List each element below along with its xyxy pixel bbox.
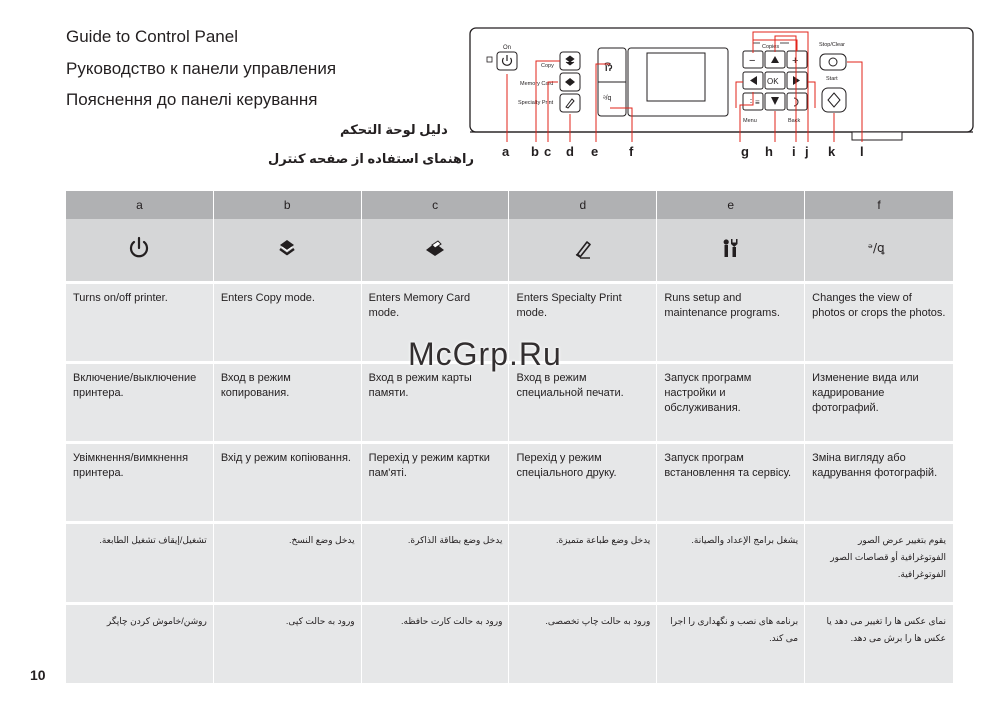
specialty-print-label: Specialty Print xyxy=(518,100,554,106)
cell-uk-c: Перехід у режим картки пам'яті. xyxy=(362,444,510,524)
callout-d: d xyxy=(566,144,574,159)
view-crop-icon xyxy=(864,233,894,263)
cell-en-b: Enters Copy mode. xyxy=(214,284,362,364)
callout-f: f xyxy=(629,144,634,159)
specialty-print-icon xyxy=(568,233,598,263)
copy-label: Copy xyxy=(541,63,554,69)
cell-fa-d: ورود به حالت چاپ تخصصی. xyxy=(509,605,657,683)
page-number: 10 xyxy=(30,667,46,683)
minus-label: − xyxy=(749,55,756,67)
title-fa: راهنمای استفاده از صفحه کنترل xyxy=(268,151,475,166)
callout-b: b xyxy=(531,144,539,159)
control-panel-diagram xyxy=(460,20,980,170)
callout-i: i xyxy=(792,144,796,159)
cell-ru-f: Изменение вида или кадрирование фотографий. xyxy=(805,364,953,444)
watermark: McGrp.Ru xyxy=(408,336,562,372)
start-label: Start xyxy=(826,76,838,82)
copy-icon xyxy=(272,233,302,263)
title-uk: Пояснення до панелі керування xyxy=(66,90,318,109)
column-header-c: c xyxy=(362,191,510,219)
callout-k: k xyxy=(828,144,836,159)
callout-c: c xyxy=(544,144,552,159)
cell-en-c: Enters Memory Card mode. xyxy=(362,284,510,364)
ok-label: OK xyxy=(767,77,779,86)
callout-e: e xyxy=(591,144,599,159)
cell-ru-e: Запуск программ настройки и обслуживания. xyxy=(657,364,805,444)
title-ar: دليل لوحة التحكم xyxy=(340,122,448,137)
title-en: Guide to Control Panel xyxy=(66,27,238,46)
cell-uk-d: Перехід у режим спеціального друку. xyxy=(509,444,657,524)
back-label: Back xyxy=(788,118,801,124)
callout-l: l xyxy=(860,144,864,159)
power-icon xyxy=(124,233,154,263)
table-row-arabic xyxy=(66,524,953,605)
cell-uk-e: Запуск програм встановлення та сервісу. xyxy=(657,444,805,524)
cell-ar-a: تشغيل/إيقاف تشغيل الطابعة. xyxy=(66,524,214,605)
menu-label: Menu xyxy=(743,118,757,124)
cell-fa-b: ورود به حالت کپی. xyxy=(214,605,362,683)
view-crop-icon-text: ᵊ/ꝗ xyxy=(868,240,885,255)
cell-uk-b: Вхід у режим копіювання. xyxy=(214,444,362,524)
callout-g: g xyxy=(741,144,749,159)
cell-fa-e: برنامه های نصب و نگهداری را اجرا می کند. xyxy=(657,605,805,683)
table-row-russian xyxy=(66,364,953,444)
svg-text:⋮≡: ⋮≡ xyxy=(747,98,760,107)
cell-fa-c: ورود به حالت کارت حافظه. xyxy=(362,605,510,683)
cell-ar-b: يدخل وضع النسخ. xyxy=(214,524,362,605)
button-function-table xyxy=(66,191,953,683)
cell-ru-c: Вход в режим карты памяти. xyxy=(362,364,510,444)
cell-ar-e: يشغل برامج الإعداد والصيانة. xyxy=(657,524,805,605)
svg-text:ᵊ/q: ᵊ/q xyxy=(603,95,612,102)
cell-uk-a: Увімкнення/вимкнення принтера. xyxy=(66,444,214,524)
cell-en-a: Turns on/off printer. xyxy=(66,284,214,364)
cell-en-e: Runs setup and maintenance programs. xyxy=(657,284,805,364)
cell-en-f: Changes the view of photos or crops the photos. xyxy=(805,284,953,364)
cell-ru-a: Включение/выключение принтера. xyxy=(66,364,214,444)
title-ru: Руководство к панели управления xyxy=(66,59,337,78)
column-header-b: b xyxy=(214,191,362,219)
callout-j: j xyxy=(805,144,809,159)
table-icon-row xyxy=(66,219,953,284)
on-label: On xyxy=(503,45,512,51)
table-row-persian xyxy=(66,605,953,683)
callout-a: a xyxy=(502,144,510,159)
cell-fa-f: نمای عکس ها را تغییر می دهد یا عکس ها را برش می دهد. xyxy=(805,605,953,683)
memory-card-icon xyxy=(420,233,450,263)
callout-h: h xyxy=(765,144,773,159)
cell-ru-b: Вход в режим копирования. xyxy=(214,364,362,444)
setup-icon xyxy=(716,233,746,263)
cell-uk-f: Зміна вигляду або кадрування фотографій. xyxy=(805,444,953,524)
cell-ar-f: يقوم بتغيير عرض الصور الفوتوغرافية أو قصاصات الصور الفوتوغرافية. xyxy=(805,524,953,605)
table-header-row xyxy=(66,191,953,219)
cell-ar-d: يدخل وضع طباعة متميزة. xyxy=(509,524,657,605)
cell-en-d: Enters Specialty Print mode. xyxy=(509,284,657,364)
copies-label: Copies xyxy=(762,44,780,50)
cell-fa-a: روشن/خاموش کردن چاپگر xyxy=(66,605,214,683)
column-header-d: d xyxy=(509,191,657,219)
column-header-f: f xyxy=(805,191,953,219)
stop-clear-label: Stop/Clear xyxy=(819,42,845,48)
cell-ru-d: Вход в режим специальной печати. xyxy=(509,364,657,444)
memory-card-label: Memory Card xyxy=(520,81,554,87)
table-row-ukrainian xyxy=(66,444,953,524)
plus-label: + xyxy=(792,55,799,67)
column-header-a: a xyxy=(66,191,214,219)
column-header-e: e xyxy=(657,191,805,219)
cell-ar-c: يدخل وضع بطاقة الذاكرة. xyxy=(362,524,510,605)
svg-text:ĭ͡ʔ: ĭ͡ʔ xyxy=(605,63,613,73)
